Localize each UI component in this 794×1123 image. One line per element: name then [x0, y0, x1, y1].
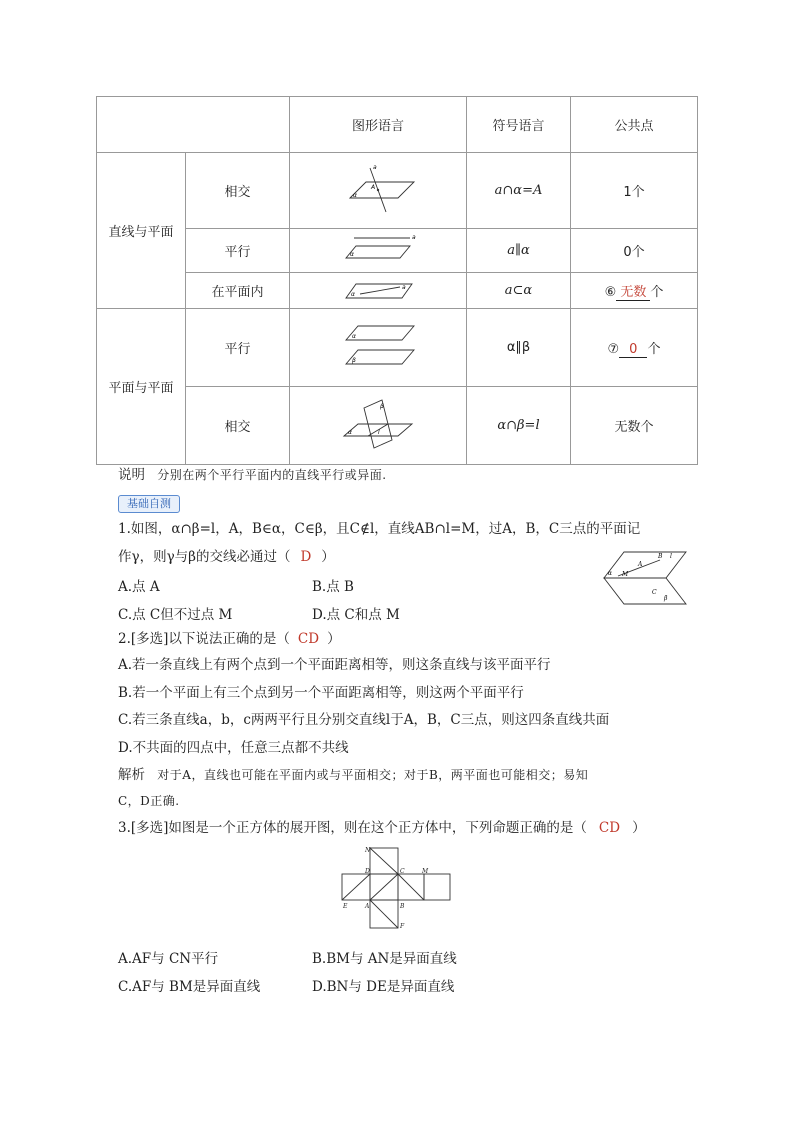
- common-points-cell: ⑥ 无数 个: [571, 273, 698, 309]
- q2-option-b: B.若一个平面上有三个点到另一个平面距离相等，则这两个平面平行: [118, 685, 524, 701]
- q2-analysis: [118, 766, 588, 784]
- q3-option-a: A.AF与 CN平行: [118, 951, 219, 967]
- fill-answer: 无数: [616, 281, 650, 301]
- svg-text:a: a: [373, 163, 377, 171]
- svg-text:α: α: [348, 428, 352, 436]
- header-figure-language: 图形语言: [290, 97, 467, 153]
- note-text: 分别在两个平行平面内的直线平行或异面.: [157, 468, 387, 482]
- svg-text:D: D: [365, 868, 370, 875]
- q1-stem-line1: 1.如图，α∩β=l，A，B∈α，C∈β，且C∉l，直线AB∩l=M，过A，B，C三点的平面记: [118, 521, 641, 537]
- relation-label: 平行: [186, 309, 290, 387]
- table-row: [97, 309, 698, 387]
- figure-planes-parallel: [290, 309, 467, 387]
- svg-text:l: l: [670, 553, 672, 560]
- table-row: [97, 387, 698, 465]
- table-header-row: [97, 97, 698, 153]
- relation-label: 在平面内: [186, 273, 290, 309]
- header-empty-cell: [97, 97, 290, 153]
- svg-text:α: α: [351, 290, 355, 298]
- relation-label: 平行: [186, 229, 290, 273]
- figure-line-in-plane: [290, 273, 467, 309]
- q1-option-a: A.点 A: [118, 579, 160, 595]
- analysis-label: 解析: [118, 767, 145, 783]
- q3-option-b: B.BM与 AN是异面直线: [312, 951, 457, 967]
- svg-text:N: N: [365, 847, 371, 854]
- svg-text:M: M: [422, 868, 429, 875]
- symbol-cell: a⊂α: [467, 273, 571, 309]
- svg-text:α: α: [352, 332, 356, 340]
- q1-answer: D: [300, 549, 312, 565]
- svg-text:l: l: [378, 428, 380, 436]
- relation-label: 相交: [186, 153, 290, 229]
- svg-text:β: β: [664, 595, 668, 602]
- group-label-line-plane: 直线与平面: [97, 153, 186, 309]
- common-points-cell: 1个: [571, 153, 698, 229]
- note: [118, 466, 387, 484]
- fill-answer: 0: [619, 342, 647, 358]
- svg-text:M: M: [622, 571, 629, 578]
- symbol-cell: a∥α: [467, 229, 571, 273]
- q2-option-d: D.不共面的四点中，任意三点都不共线: [118, 740, 349, 756]
- svg-text:α: α: [353, 191, 357, 199]
- svg-text:E: E: [343, 903, 348, 910]
- q1-option-d: D.点 C和点 M: [312, 607, 400, 623]
- svg-text:β: β: [380, 402, 384, 410]
- symbol-cell: α∥β: [467, 309, 571, 387]
- q1-option-b: B.点 B: [312, 579, 354, 595]
- q1-option-c: C.点 C但不过点 M: [118, 607, 233, 623]
- figure-line-intersect-plane: [290, 153, 467, 229]
- svg-text:B: B: [400, 903, 405, 910]
- note-label: 说明: [118, 467, 145, 483]
- q2-option-c: C.若三条直线a，b，c两两平行且分别交直线l于A，B，C三点，则这四条直线共面: [118, 712, 610, 728]
- relation-table: [96, 96, 698, 465]
- q1-figure: [600, 548, 690, 608]
- svg-text:F: F: [400, 923, 405, 930]
- table-row: [97, 273, 698, 309]
- q1-stem-line2: 作γ，则γ与β的交线必通过（ D ）: [118, 549, 335, 565]
- svg-text:A: A: [365, 903, 370, 910]
- common-points-cell: 0个: [571, 229, 698, 273]
- q3-answer: CD: [598, 820, 621, 836]
- analysis-text-1: 对于A，直线也可能在平面内或与平面相交；对于B，两平面也可能相交；易知: [157, 768, 589, 782]
- group-label-plane-plane: 平面与平面: [97, 309, 186, 465]
- q2-stem: 2.[多选]以下说法正确的是（ CD ）: [118, 631, 341, 647]
- svg-text:α: α: [608, 570, 613, 577]
- common-points-cell: ⑦ 0 个: [571, 309, 698, 387]
- svg-text:A: A: [371, 183, 376, 191]
- svg-text:a: a: [412, 233, 416, 241]
- q3-cube-net-figure: [340, 846, 452, 930]
- svg-text:β: β: [352, 356, 356, 364]
- header-symbol-language: 符号语言: [467, 97, 571, 153]
- q3-stem: 3.[多选]如图是一个正方体的展开图，则在这个正方体中，下列命题正确的是（ CD ）: [118, 820, 646, 836]
- svg-text:A: A: [638, 561, 643, 568]
- q3-option-c: C.AF与 BM是异面直线: [118, 979, 261, 995]
- symbol-cell: a∩α=A: [467, 153, 571, 229]
- figure-line-parallel-plane: [290, 229, 467, 273]
- analysis-text-2: C，D正确.: [118, 794, 180, 808]
- svg-text:B: B: [658, 553, 663, 560]
- header-common-points: 公共点: [571, 97, 698, 153]
- q2-answer: CD: [297, 631, 320, 647]
- common-points-cell: 无数个: [571, 387, 698, 465]
- svg-text:C: C: [652, 589, 657, 596]
- figure-planes-intersect: [290, 387, 467, 465]
- section-badge: 基础自测: [118, 495, 180, 513]
- relation-label: 相交: [186, 387, 290, 465]
- table-row: [97, 229, 698, 273]
- svg-text:C: C: [400, 868, 405, 875]
- svg-text:α: α: [350, 250, 354, 258]
- table-row: [97, 153, 698, 229]
- q3-option-d: D.BN与 DE是异面直线: [312, 979, 455, 995]
- q2-option-a: A.若一条直线上有两个点到一个平面距离相等，则这条直线与该平面平行: [118, 657, 551, 673]
- symbol-cell: α∩β=l: [467, 387, 571, 465]
- svg-text:a: a: [402, 283, 406, 291]
